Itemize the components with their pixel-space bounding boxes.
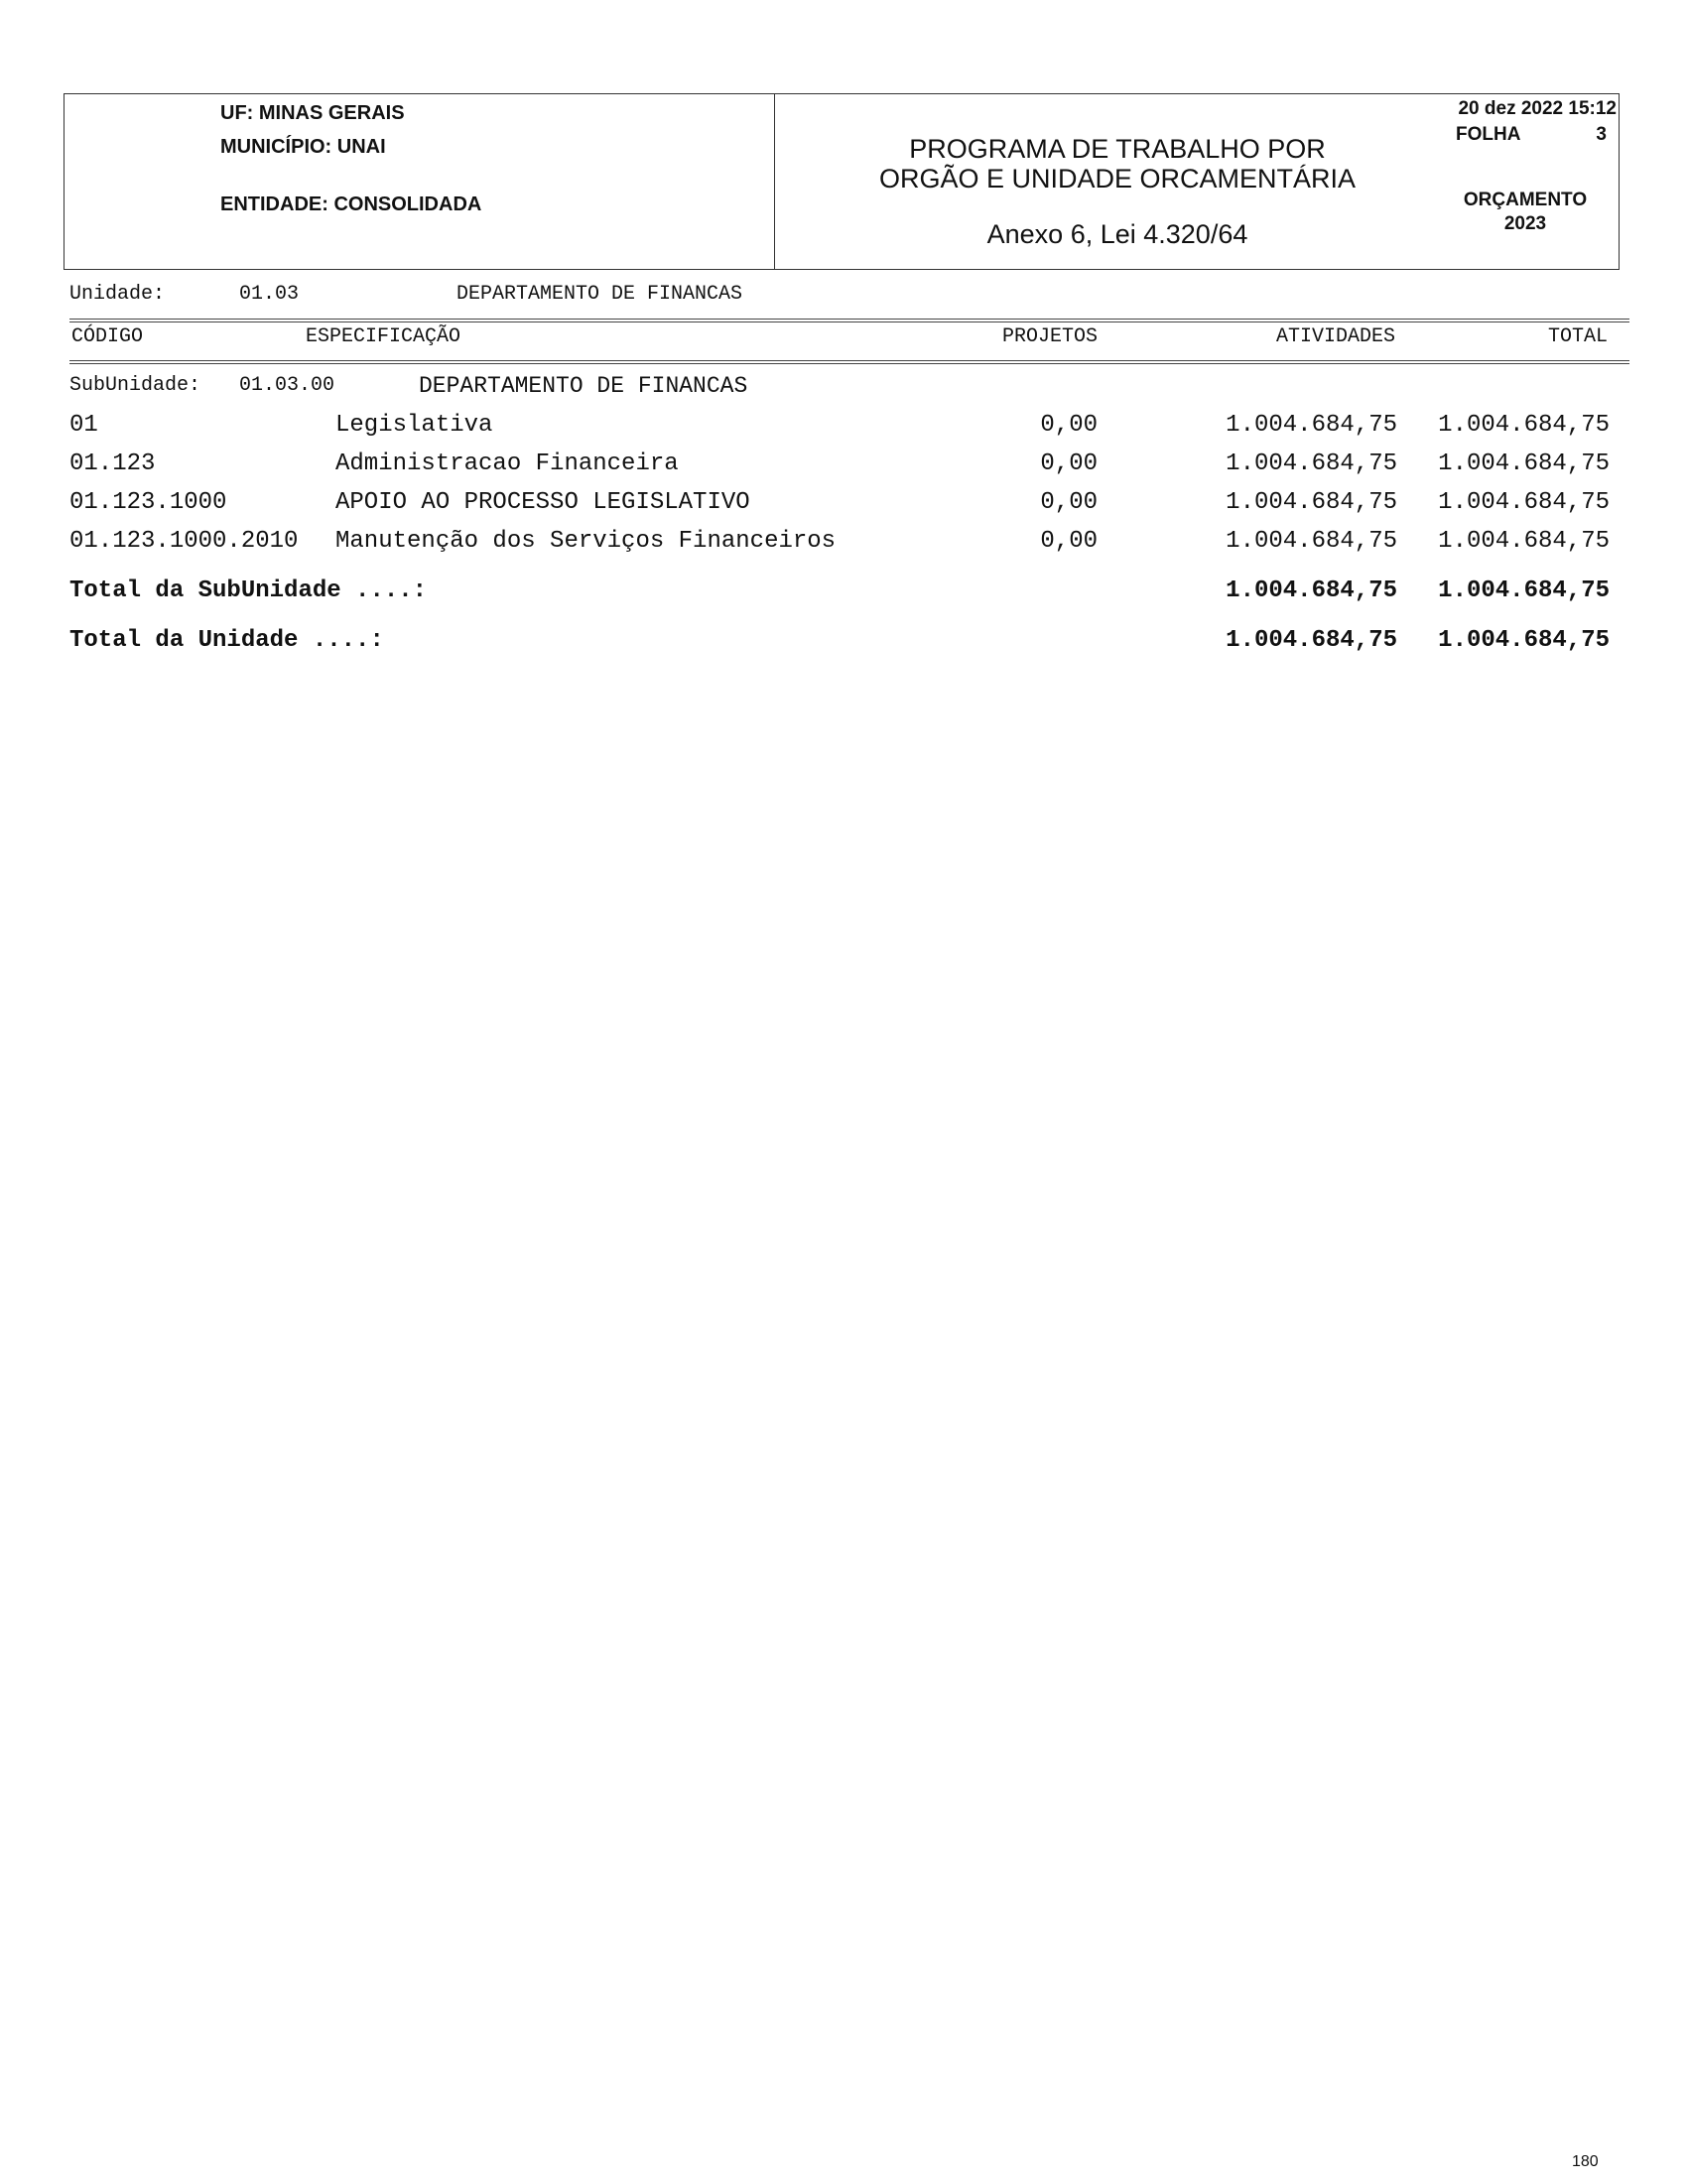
unidade-total-label: Total da Unidade ....: [69, 627, 384, 654]
row-codigo: 01.123.1000 [69, 489, 227, 516]
col-header-codigo: CÓDIGO [71, 325, 144, 348]
unidade-label: Unidade: [69, 283, 166, 306]
report-header [64, 93, 1620, 270]
row-atividades: 1.004.684,75 [1226, 489, 1397, 516]
row-especificacao: Administracao Financeira [335, 450, 679, 477]
unidade-code: 01.03 [239, 283, 300, 306]
row-total: 1.004.684,75 [1438, 528, 1610, 555]
column-header-bottom-rule [69, 360, 1629, 364]
column-header-top-rule [69, 319, 1629, 322]
subunidade-name: DEPARTAMENTO DE FINANCAS [419, 373, 748, 399]
entidade-label: ENTIDADE: CONSOLIDADA [220, 193, 482, 215]
row-especificacao: Manutenção dos Serviços Financeiros [335, 528, 837, 555]
row-especificacao: APOIO AO PROCESSO LEGISLATIVO [335, 489, 750, 516]
unidade-total-atividades: 1.004.684,75 [1226, 627, 1397, 654]
row-codigo: 01.123.1000.2010 [69, 528, 299, 555]
row-atividades: 1.004.684,75 [1226, 412, 1397, 439]
row-atividades: 1.004.684,75 [1226, 528, 1397, 555]
row-total: 1.004.684,75 [1438, 412, 1610, 439]
row-total: 1.004.684,75 [1438, 489, 1610, 516]
col-header-atividades: ATIVIDADES [1275, 325, 1395, 348]
municipio-label: MUNICÍPIO: UNAI [220, 136, 386, 158]
header-entity-panel [65, 94, 775, 269]
col-header-especificacao: ESPECIFICAÇÃO [306, 325, 461, 348]
unidade-name: DEPARTAMENTO DE FINANCAS [456, 283, 743, 306]
row-codigo: 01 [69, 412, 98, 439]
row-atividades: 1.004.684,75 [1226, 450, 1397, 477]
row-projetos: 0,00 [1040, 412, 1098, 439]
orcamento-year: 2023 [1503, 213, 1547, 234]
orcamento-label: ORÇAMENTO [1463, 190, 1588, 210]
unidade-total-total: 1.004.684,75 [1438, 627, 1610, 654]
subunidade-code: 01.03.00 [239, 374, 335, 397]
folha-number: 3 [1596, 124, 1607, 145]
row-codigo: 01.123 [69, 450, 156, 477]
subunidade-total-label: Total da SubUnidade ....: [69, 578, 428, 604]
row-projetos: 0,00 [1040, 450, 1098, 477]
col-header-total: TOTAL [1547, 325, 1608, 348]
row-especificacao: Legislativa [335, 412, 493, 439]
report-title-line2: ORGÃO E UNIDADE ORCAMENTÁRIA [878, 164, 1357, 193]
folha-label: FOLHA [1456, 124, 1521, 145]
report-anexo: Anexo 6, Lei 4.320/64 [986, 219, 1248, 249]
row-total: 1.004.684,75 [1438, 450, 1610, 477]
uf-label: UF: MINAS GERAIS [220, 102, 405, 124]
subunidade-label: SubUnidade: [69, 374, 201, 397]
report-title-line1: PROGRAMA DE TRABALHO POR [909, 134, 1326, 164]
col-header-projetos: PROJETOS [1001, 325, 1098, 348]
row-projetos: 0,00 [1040, 528, 1098, 555]
subunidade-total-total: 1.004.684,75 [1438, 578, 1610, 604]
report-datetime: 20 dez 2022 15:12 [1458, 98, 1617, 119]
row-projetos: 0,00 [1040, 489, 1098, 516]
subunidade-total-atividades: 1.004.684,75 [1226, 578, 1397, 604]
page-number: 180 [1572, 2153, 1599, 2170]
